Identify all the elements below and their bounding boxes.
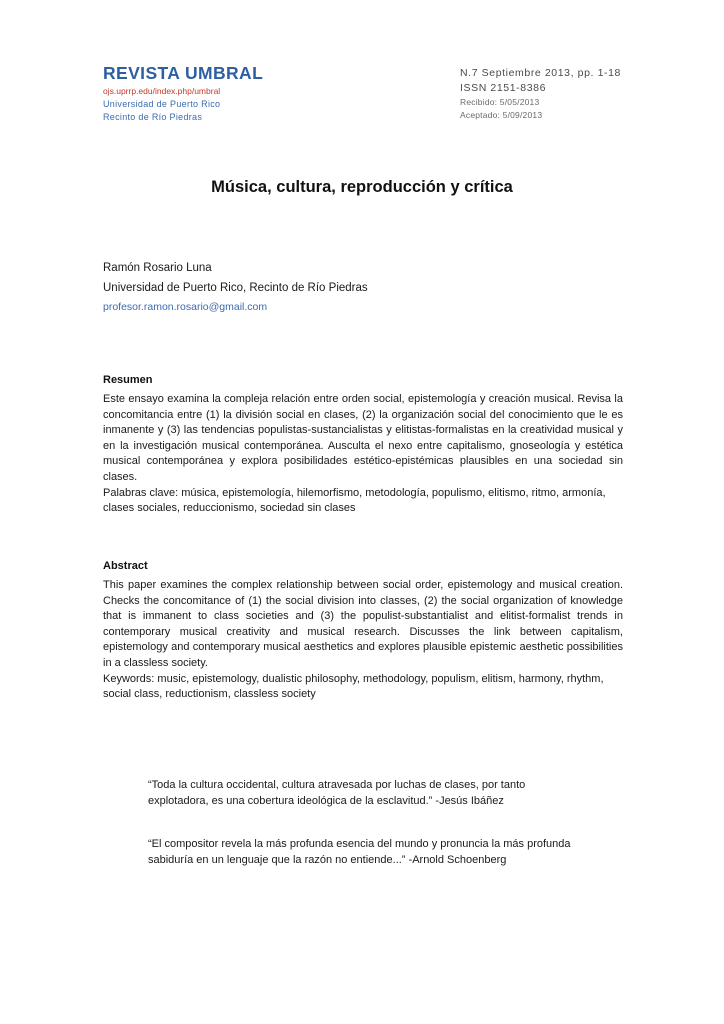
author-affiliation: Universidad de Puerto Rico, Recinto de Río Piedras: [103, 282, 368, 295]
resumen-heading: Resumen: [103, 374, 153, 386]
epigraph-quote: “Toda la cultura occidental, cultura atravesada por luchas de clases, por tanto explotadora, es una cobertura ideológica de la esclavitud.” -Jesús Ibáñez: [148, 779, 526, 807]
journal-affiliation-line-2: Recinto de Río Piedras: [103, 111, 203, 122]
issn: ISSN 2151-8386: [460, 82, 547, 95]
issue-number-pages: N.7 Septiembre 2013, pp. 1-18: [460, 67, 621, 79]
journal-masthead: [103, 64, 403, 124]
epigraph-quote: “El compositor revela la más profunda esencia del mundo y pronuncia la más profunda sabiduría en un lenguaje que la razón no entiende...” -Arnold Schoenberg: [148, 838, 571, 866]
author-block: [103, 258, 623, 317]
journal-title: REVISTA UMBRAL: [103, 63, 264, 83]
abstract-body: This paper examines the complex relationship between social order, epistemology and musical creation. Checks the concomitance of (1) the social division into classes, (2) the social organization of knowledge that is immanent to class societies and (3) the populist-substantialist and elitist-formalist trends in contemporary musical creativity and musical research. Discusses the link between capitalism, epistemology and contemporary musical aesthetics and explores plausible epistemic aesthetic possibilities in a classless society.: [103, 579, 623, 670]
received-date: Recibido: 5/05/2013: [460, 97, 540, 108]
abstract-section: [103, 560, 623, 703]
resumen-body: Este ensayo examina la compleja relación entre orden social, epistemología y creación musical. Revisa la concomitancia entre (1) la división social en clases, (2) la organización social del conocimiento que le es inmanente y (3) las tendencias populistas-sustancialistas y elitistas-formalistas en la creatividad musical y en la investigación musical contemporánea. Ausculta el nexo entre capitalismo, gnoseología y estética musical contemporánea y explora posibilidades estético-epistémicas plausibles en una sociedad sin clases.: [103, 393, 623, 484]
abstract-keywords: Keywords: music, epistemology, dualistic philosophy, methodology, populism, elitism, harmony, rhythm, social class, reductionism, classless society: [103, 672, 604, 701]
abstract-heading: Abstract: [103, 560, 148, 572]
journal-affiliation-line-1: Universidad de Puerto Rico: [103, 98, 221, 109]
author-email-link[interactable]: profesor.ramon.rosario@gmail.com: [103, 301, 268, 314]
journal-url[interactable]: ojs.uprrp.edu/index.php/umbral: [103, 86, 221, 97]
accepted-date: Aceptado: 5/09/2013: [460, 110, 543, 121]
page-title: Música, cultura, reproducción y crítica: [211, 178, 513, 196]
epigraph-block: [148, 778, 578, 868]
issue-metadata: [460, 64, 621, 122]
resumen-keywords: Palabras clave: música, epistemología, hilemorfismo, metodología, populismo, elitismo, ritmo, armonía, clases sociales, reduccionismo, sociedad sin clases: [103, 486, 606, 515]
document-header: [0, 64, 724, 124]
author-name: Ramón Rosario Luna: [103, 262, 212, 274]
resumen-section: [103, 374, 623, 517]
